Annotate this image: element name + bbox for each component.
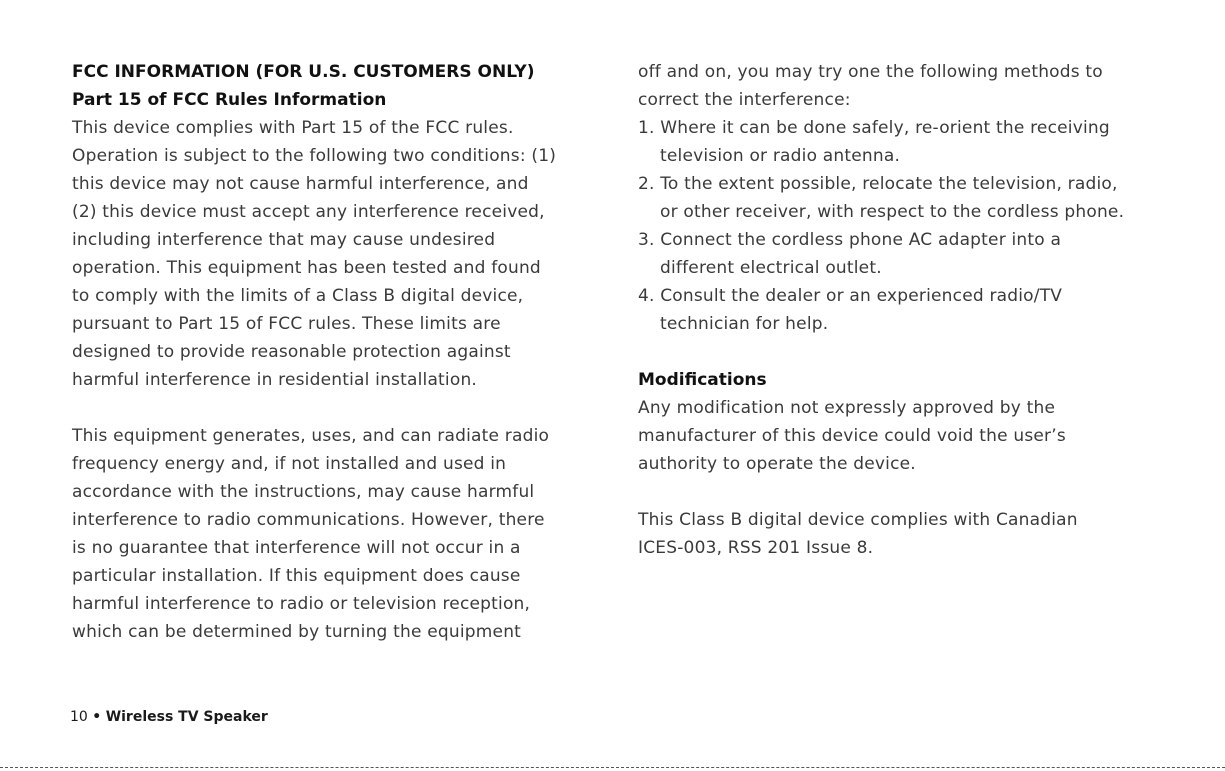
page-number: 10 bbox=[70, 709, 88, 725]
text-line: including interference that may cause undesired bbox=[72, 230, 496, 250]
paragraph-spacer bbox=[638, 478, 1218, 506]
text-line: harmful interference in residential installation. bbox=[72, 370, 478, 390]
fcc-subtitle: Part 15 of FCC Rules Information bbox=[72, 90, 387, 110]
modifications-paragraph bbox=[638, 394, 1218, 478]
text-line: manufacturer of this device could void the user’s bbox=[638, 426, 1066, 446]
text-line: off and on, you may try one the following methods to bbox=[638, 62, 1103, 82]
text-line: to comply with the limits of a Class B digital device, bbox=[72, 286, 524, 306]
list-item: 4. Consult the dealer or an experienced radio/TV bbox=[638, 286, 1063, 306]
text-line: is no guarantee that interference will not occur in a bbox=[72, 538, 521, 558]
page-footer bbox=[70, 707, 268, 727]
page-trim-line bbox=[0, 767, 1225, 768]
text-line: authority to operate the device. bbox=[638, 454, 916, 474]
canada-compliance-paragraph bbox=[638, 506, 1218, 562]
list-item-continued: or other receiver, with respect to the cordless phone. bbox=[660, 202, 1125, 222]
interference-intro bbox=[638, 58, 1218, 114]
text-line: This Class B digital device complies with Canadian bbox=[638, 510, 1078, 530]
text-line: (2) this device must accept any interference received, bbox=[72, 202, 545, 222]
paragraph-spacer bbox=[638, 338, 1218, 366]
paragraph-spacer bbox=[72, 394, 592, 422]
list-item-continued: technician for help. bbox=[660, 314, 829, 334]
list-item-continued: different electrical outlet. bbox=[660, 258, 882, 278]
fcc-title: FCC INFORMATION (FOR U.S. CUSTOMERS ONLY) bbox=[72, 62, 535, 82]
list-item-continued: television or radio antenna. bbox=[660, 146, 901, 166]
list-item: 2. To the extent possible, relocate the television, radio, bbox=[638, 174, 1118, 194]
right-column bbox=[638, 58, 1218, 562]
text-line: ICES-003, RSS 201 Issue 8. bbox=[638, 538, 874, 558]
product-name: Wireless TV Speaker bbox=[105, 709, 268, 725]
text-line: which can be determined by turning the equipment bbox=[72, 622, 522, 642]
list-item: 1. Where it can be done safely, re-orient the receiving bbox=[638, 118, 1110, 138]
fcc-paragraph-1 bbox=[72, 114, 592, 394]
text-line: accordance with the instructions, may cause harmful bbox=[72, 482, 535, 502]
footer-bullet: • bbox=[92, 709, 102, 725]
text-line: designed to provide reasonable protection against bbox=[72, 342, 511, 362]
text-line: frequency energy and, if not installed and used in bbox=[72, 454, 507, 474]
fcc-paragraph-2 bbox=[72, 422, 592, 646]
text-line: Operation is subject to the following two conditions: (1) bbox=[72, 146, 557, 166]
text-line: correct the interference: bbox=[638, 90, 851, 110]
text-line: interference to radio communications. However, there bbox=[72, 510, 545, 530]
text-line: particular installation. If this equipment does cause bbox=[72, 566, 521, 586]
text-line: harmful interference to radio or television reception, bbox=[72, 594, 531, 614]
list-item: 3. Connect the cordless phone AC adapter into a bbox=[638, 230, 1062, 250]
left-column bbox=[72, 58, 592, 646]
text-line: This device complies with Part 15 of the FCC rules. bbox=[72, 118, 514, 138]
text-line: Any modification not expressly approved by the bbox=[638, 398, 1056, 418]
text-line: operation. This equipment has been tested and found bbox=[72, 258, 541, 278]
text-line: pursuant to Part 15 of FCC rules. These limits are bbox=[72, 314, 501, 334]
text-line: This equipment generates, uses, and can radiate radio bbox=[72, 426, 550, 446]
modifications-heading: Modifications bbox=[638, 370, 767, 390]
interference-methods-list bbox=[638, 114, 1218, 338]
text-line: this device may not cause harmful interference, and bbox=[72, 174, 529, 194]
